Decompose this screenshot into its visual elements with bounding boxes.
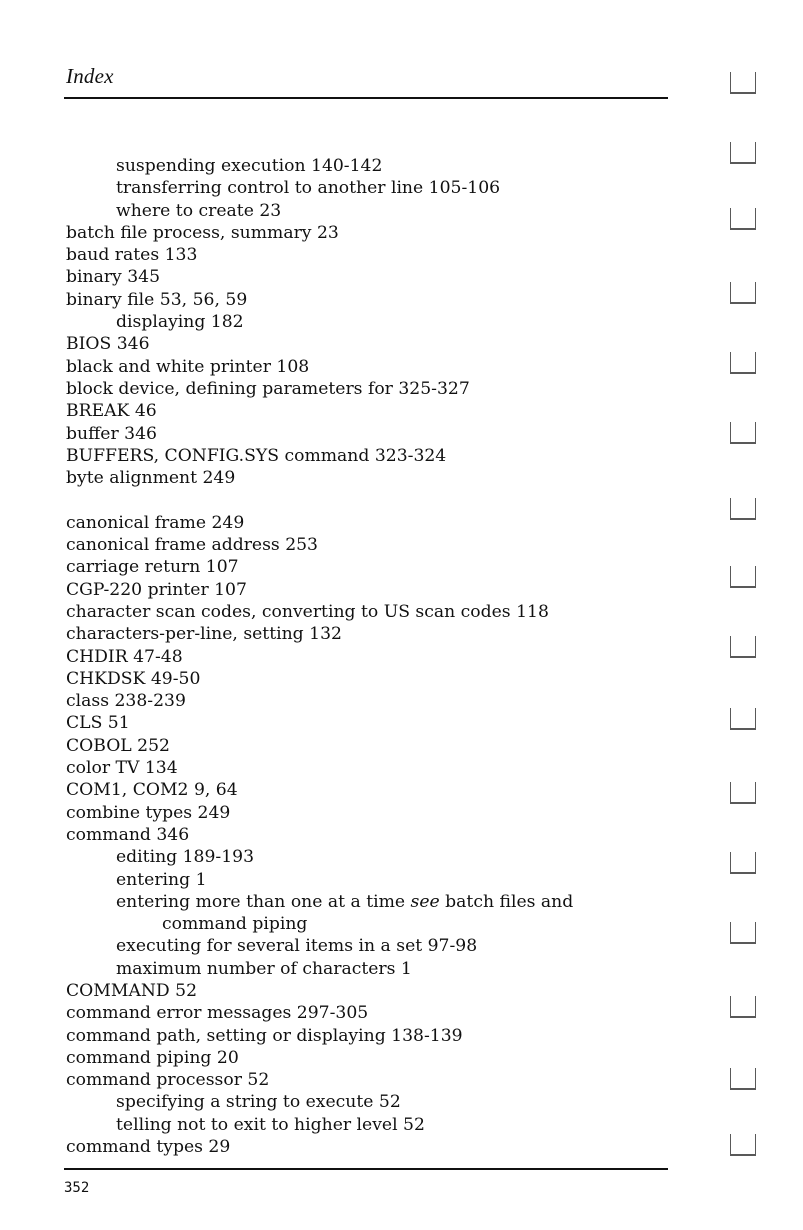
index-entry: command piping 20 [66,1047,239,1068]
index-entry: carriage return 107 [66,557,239,578]
index-entry: BREAK 46 [66,401,157,422]
index-entry: command processor 52 [66,1070,270,1091]
index-entry: baud rates 133 [66,245,198,266]
index-entry: buffer 346 [66,423,157,444]
index-subentry [66,891,706,913]
index-entry: command error messages 297-305 [66,1003,369,1024]
index-entry: binary file 53, 56, 59 [66,289,248,310]
binder-tab-mark [730,922,756,944]
index-entries [66,155,706,1158]
index-entry: BUFFERS, CONFIG.SYS command 323-324 [66,445,447,466]
index-subentry: displaying 182 [116,312,244,333]
index-entry: command 346 [66,824,190,845]
binder-tab-mark [730,142,756,164]
index-entry: COBOL 252 [66,735,170,756]
index-subentry: telling not to exit to higher level 52 [116,1114,425,1135]
binder-tab-mark [730,852,756,874]
binder-tab-mark [730,708,756,730]
index-subentry: transferring control to another line 105-106 [116,178,501,199]
binder-tab-mark [730,996,756,1018]
index-entry: class 238-239 [66,691,186,712]
page-header-title: Index [66,64,114,88]
binder-tab-mark [730,566,756,588]
binder-tab-mark [730,208,756,230]
index-entry: BIOS 346 [66,334,150,355]
binder-tab-mark [730,1134,756,1156]
binder-tab-mark [730,282,756,304]
index-entry: command types 29 [66,1137,231,1158]
index-entry: byte alignment 249 [66,468,236,489]
index-subentry: maximum number of characters 1 [116,958,412,979]
index-entry: character scan codes, converting to US scan codes 118 [66,601,549,622]
index-entry: batch file process, summary 23 [66,222,339,243]
binder-tab-mark [730,72,756,94]
index-subentry: specifying a string to execute 52 [116,1092,401,1113]
index-subentry: command piping [162,914,308,935]
see-reference: see [410,891,440,912]
entry-text-continued: batch files and [439,891,574,912]
index-entry: color TV 134 [66,758,178,779]
binder-tab-mark [730,352,756,374]
index-entry: binary 345 [66,267,161,288]
binder-tab-mark [730,422,756,444]
index-subentry: where to create 23 [116,200,282,221]
index-entry: COMMAND 52 [66,980,198,1001]
binder-tab-mark [730,498,756,520]
entry-gap [66,489,706,511]
header-rule [64,97,668,99]
index-entry: CHKDSK 49-50 [66,668,201,689]
entry-text: entering more than one at a time [116,891,406,912]
index-subentry: editing 189-193 [116,847,255,868]
binder-tab-mark [730,636,756,658]
binder-tab-mark [730,1068,756,1090]
index-entry: command path, setting or displaying 138-139 [66,1025,463,1046]
binder-tab-marks [730,60,764,1180]
page-number: 352 [64,1180,90,1196]
index-subentry: suspending execution 140-142 [116,156,383,176]
footer-rule [64,1168,668,1170]
index-entry: CHDIR 47-48 [66,646,183,667]
index-entry: black and white printer 108 [66,356,310,377]
index-entry: block device, defining parameters for 325-327 [66,378,470,399]
index-entry: combine types 249 [66,802,231,823]
index-entry: COM1, COM2 9, 64 [66,780,238,801]
binder-tab-mark [730,782,756,804]
index-entry: canonical frame 249 [66,512,245,533]
index-entry: characters-per-line, setting 132 [66,624,342,645]
index-entry: canonical frame address 253 [66,535,318,556]
index-entry: CLS 51 [66,713,130,734]
index-subentry: entering 1 [116,869,207,890]
index-subentry: executing for several items in a set 97-98 [116,936,478,957]
index-entry: CGP-220 printer 107 [66,579,247,600]
